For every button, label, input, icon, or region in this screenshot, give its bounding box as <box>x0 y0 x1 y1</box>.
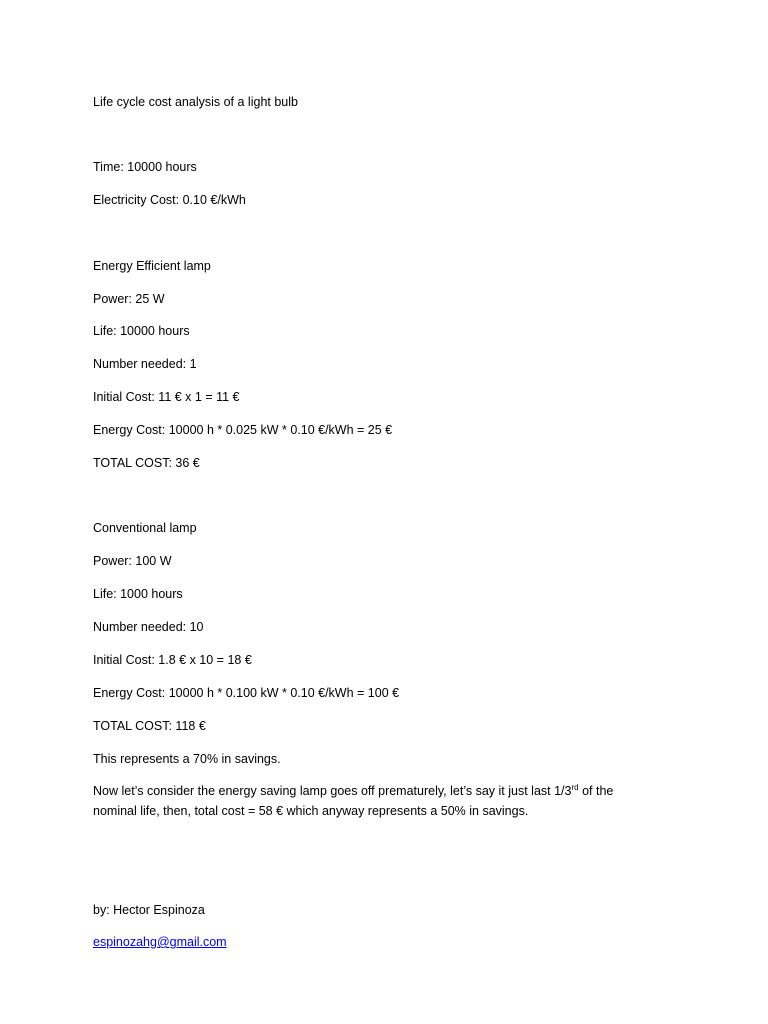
email-line <box>93 934 227 950</box>
document-title: Life cycle cost analysis of a light bulb <box>93 95 298 109</box>
email-link[interactable]: espinozahg@gmail.com <box>93 935 227 949</box>
conventional-power-line: Power: 100 W <box>93 554 172 568</box>
conventional-initial-cost-line: Initial Cost: 1.8 € x 10 = 18 € <box>93 653 252 667</box>
electricity-cost-line: Electricity Cost: 0.10 €/kWh <box>93 193 246 207</box>
premature-text-after: of the nominal life, then, total cost = 58 € which anyway represents a 50% in savings. <box>93 784 614 818</box>
conventional-number-needed-line: Number needed: 10 <box>93 620 204 634</box>
premature-text-before: Now let’s consider the energy saving lamp goes off prematurely, let’s say it just last 1/3 <box>93 784 572 798</box>
efficient-lamp-heading: Energy Efficient lamp <box>93 259 211 273</box>
efficient-initial-cost-line: Initial Cost: 11 € x 1 = 11 € <box>93 390 240 404</box>
conventional-total-cost-line: TOTAL COST: 118 € <box>93 719 206 733</box>
efficient-life-line: Life: 10000 hours <box>93 324 190 338</box>
premature-superscript: rd <box>571 782 579 792</box>
premature-failure-paragraph <box>93 781 658 821</box>
author-line: by: Hector Espinoza <box>93 903 205 917</box>
conventional-life-line: Life: 1000 hours <box>93 587 183 601</box>
conventional-energy-cost-line: Energy Cost: 10000 h * 0.100 kW * 0.10 €/kWh = 100 € <box>93 686 400 700</box>
efficient-total-cost-line: TOTAL COST: 36 € <box>93 456 200 470</box>
conventional-lamp-heading: Conventional lamp <box>93 521 197 535</box>
time-line: Time: 10000 hours <box>93 160 197 174</box>
efficient-number-needed-line: Number needed: 1 <box>93 357 197 371</box>
savings-line: This represents a 70% in savings. <box>93 752 281 766</box>
efficient-energy-cost-line: Energy Cost: 10000 h * 0.025 kW * 0.10 €/kWh = 25 € <box>93 423 393 437</box>
efficient-power-line: Power: 25 W <box>93 292 165 306</box>
